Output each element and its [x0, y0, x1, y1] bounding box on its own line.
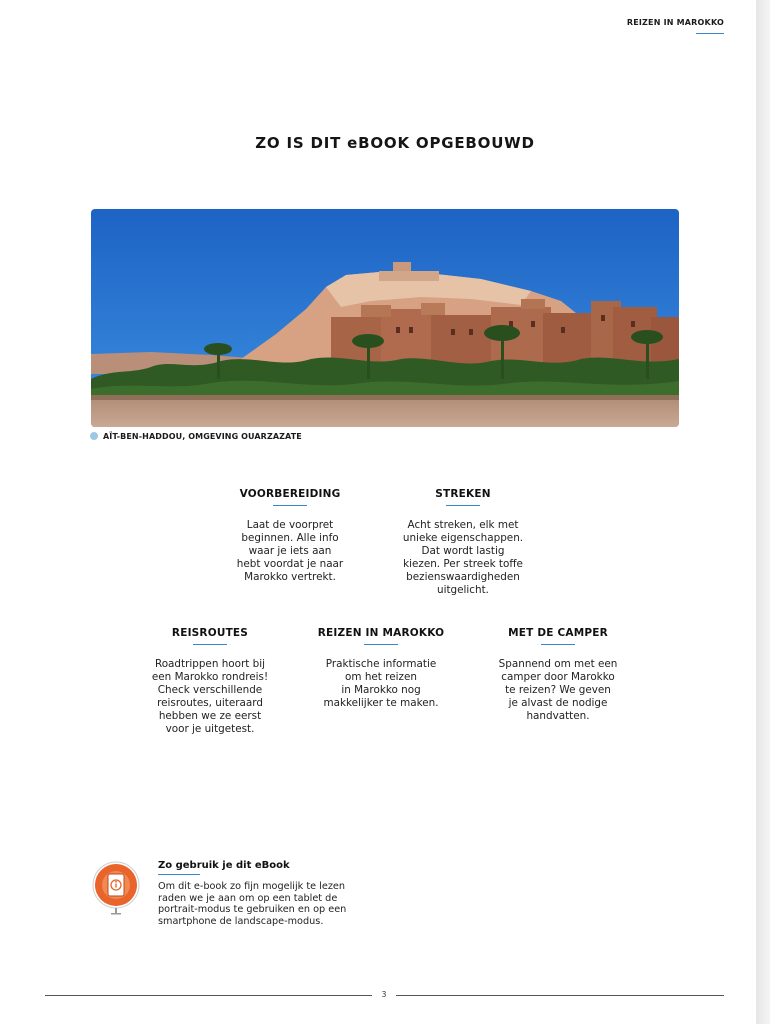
- footer-rule-right: [396, 995, 724, 996]
- section-heading: REIZEN IN MAROKKO: [317, 627, 445, 639]
- section-heading-rule: [364, 644, 398, 645]
- section-text: Roadtrippen hoort bij een Marokko rondreis! Check verschillende reisroutes, uiteraard hebben we ze eerst voor je uitgetest.: [151, 658, 269, 735]
- caption-bullet: [90, 432, 98, 440]
- section-heading: MET DE CAMPER: [508, 627, 608, 639]
- tip-text: Om dit e-book zo fijn mogelijk te lezen raden we je aan om op een tablet de portrait-modus te gebruiken en op een smartphone de landscape-modus.: [158, 881, 347, 927]
- section-met-de-camper: [473, 627, 643, 723]
- photo-caption: AÏT-BEN-HADDOU, OMGEVING OUARZAZATE: [103, 432, 302, 441]
- section-text: Laat de voorpret beginnen. Alle info waar je iets aan hebt voordat je naar Marokko vertrekt.: [236, 519, 344, 583]
- tablet-info-icon: [92, 861, 142, 917]
- section-heading-rule: [446, 505, 480, 506]
- section-reizen-in-marokko: [296, 627, 466, 710]
- section-heading-rule: [193, 644, 227, 645]
- page-number: 3: [381, 990, 387, 999]
- section-text: Acht streken, elk met unieke eigenschappen. Dat wordt lastig kiezen. Per streek toffe bezienswaardigheden uitgelicht.: [402, 519, 524, 596]
- section-heading: REISROUTES: [171, 627, 249, 639]
- running-header-underline: [696, 33, 724, 34]
- section-reisroutes: [125, 627, 295, 736]
- section-heading-rule: [273, 505, 307, 506]
- tip-title: Zo gebruik je dit eBook: [158, 860, 290, 871]
- section-heading: VOORBEREIDING: [239, 488, 341, 500]
- page-edge-shadow: [756, 0, 770, 1024]
- running-header: REIZEN IN MAROKKO: [626, 18, 724, 27]
- section-text: Praktische informatie om het reizen in Marokko nog makkelijker te maken.: [323, 658, 439, 709]
- tip-title-rule: [158, 874, 200, 875]
- footer-rule-left: [45, 995, 372, 996]
- kasbah-photo: [91, 209, 679, 427]
- section-heading-rule: [541, 644, 575, 645]
- section-streken: [378, 488, 548, 597]
- section-voorbereiding: [205, 488, 375, 584]
- page-title: ZO IS DIT eBOOK OPGEBOUWD: [255, 134, 535, 152]
- section-text: Spannend om met een camper door Marokko te reizen? We geven je alvast de nodige handvatten.: [498, 658, 618, 722]
- section-heading: STREKEN: [435, 488, 491, 500]
